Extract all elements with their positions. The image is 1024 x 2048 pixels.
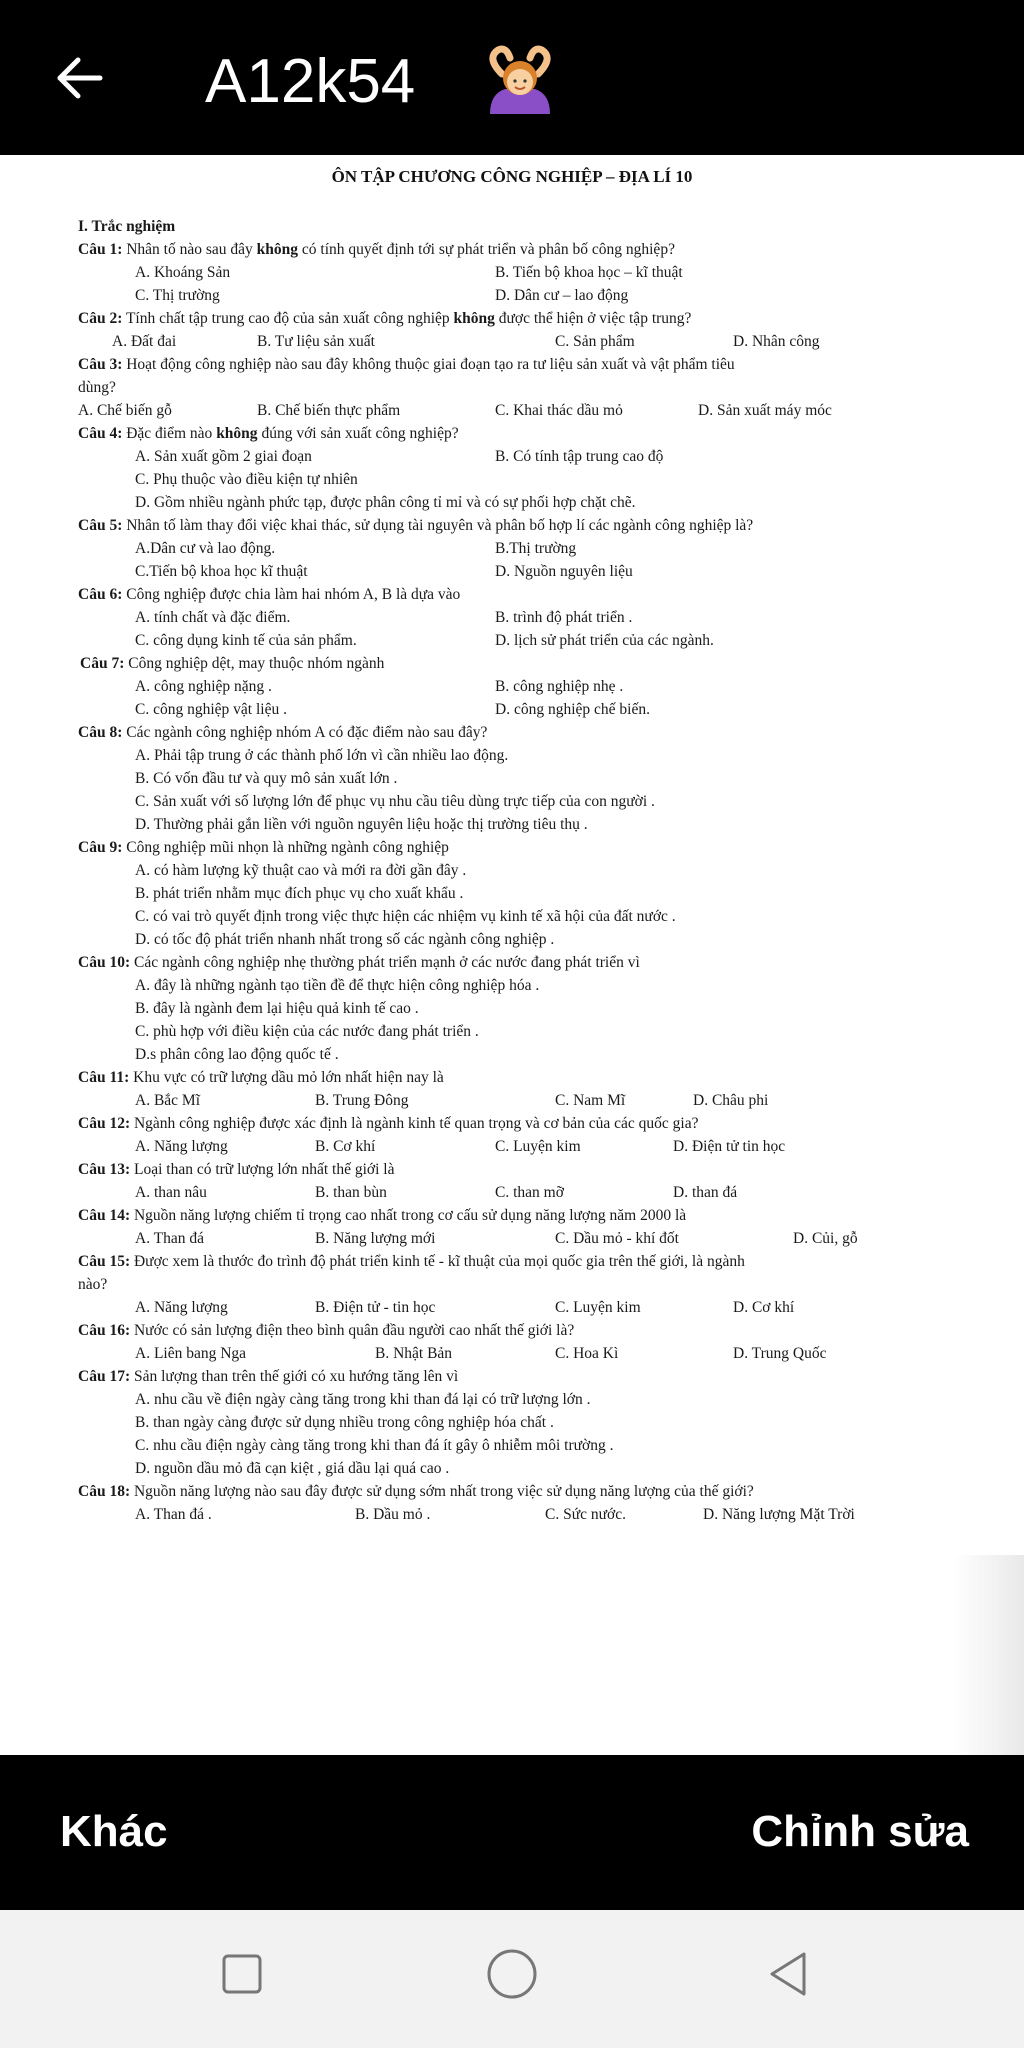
document-line xyxy=(135,792,655,812)
line-text: Được xem là thước đo trình độ phát triển kinh tế - kĩ thuật của mọi quốc gia trên thế giới, là ngành xyxy=(130,1253,745,1270)
document-line xyxy=(135,631,357,651)
document-line xyxy=(495,286,628,306)
document-line xyxy=(555,1298,641,1318)
document-line xyxy=(78,585,460,605)
document-line xyxy=(78,217,175,237)
line-text: C. công dụng kinh tế của sản phẩm. xyxy=(135,632,357,649)
chat-title: A12k54 xyxy=(205,47,416,116)
document-line xyxy=(257,401,400,421)
document-line xyxy=(555,1091,625,1111)
line-text: D. Thường phải gắn liền với nguồn nguyên liệu hoặc thị trường tiêu thụ . xyxy=(135,816,588,833)
document-line xyxy=(135,1344,246,1364)
line-text: D. Trung Quốc xyxy=(733,1345,827,1362)
question-label: Câu 7: xyxy=(80,655,125,672)
document-line xyxy=(693,1091,768,1111)
square-recents-icon[interactable] xyxy=(212,1944,272,2004)
document-line xyxy=(78,1206,686,1226)
line-text: C. có vai trò quyết định trong việc thực hiện các nhiệm vụ kinh tế xã hội của đất nước . xyxy=(135,908,676,925)
line-text: Công nghiệp mũi nhọn là những ngành công nghiệp xyxy=(122,839,449,856)
document-line xyxy=(135,493,635,513)
line-text: A. Than đá xyxy=(135,1230,205,1247)
line-text: Loại than có trữ lượng lớn nhất thế giới là xyxy=(130,1161,395,1178)
document-line xyxy=(495,631,714,651)
document-line xyxy=(78,240,675,260)
line-text: A. Đất đai xyxy=(112,333,177,350)
document-line xyxy=(135,700,287,720)
line-text: B. Trung Đông xyxy=(315,1092,409,1109)
line-text: C. phù hợp với điều kiện của các nước đang phát triển . xyxy=(135,1023,479,1040)
line-text: Tính chất tập trung cao độ của sản xuất công nghiệp xyxy=(122,310,454,327)
question-label: Câu 5: xyxy=(78,517,123,534)
line-text: D.s phân công lao động quốc tế . xyxy=(135,1046,339,1063)
question-label: Câu 6: xyxy=(78,586,123,603)
line-text: A. tính chất và đặc điểm. xyxy=(135,609,291,626)
line-text: B. Có vốn đầu tư và quy mô sản xuất lớn . xyxy=(135,770,398,787)
document-line xyxy=(135,999,419,1019)
line-text: B. Dầu mỏ . xyxy=(355,1506,431,1523)
document-line xyxy=(495,539,576,559)
edit-button[interactable]: Chỉnh sửa xyxy=(751,1807,969,1856)
document-image xyxy=(0,155,1024,1755)
line-text: Nguồn năng lượng nào sau đây được sử dụng sớm nhất trong việc sử dụng năng lượng của thế giới? xyxy=(130,1483,754,1500)
document-line xyxy=(135,1459,449,1479)
document-line xyxy=(555,332,635,352)
line-text: B. Cơ khí xyxy=(315,1138,376,1155)
document-line xyxy=(733,1298,794,1318)
line-text: D. lịch sử phát triển của các ngành. xyxy=(495,632,714,649)
document-line xyxy=(135,470,358,490)
line-text: C. nhu cầu điện ngày càng tăng trong khi than đá ít gây ô nhiễm môi trường . xyxy=(135,1437,614,1454)
document-line xyxy=(135,815,588,835)
question-label: Câu 2: xyxy=(78,310,123,327)
document-line xyxy=(495,677,623,697)
question-label: Câu 16: xyxy=(78,1322,131,1339)
line-text: A. có hàm lượng kỹ thuật cao và mới ra đời gần đây . xyxy=(135,862,467,879)
line-text: được thể hiện ở việc tập trung? xyxy=(494,310,692,327)
document-line xyxy=(78,723,487,743)
line-text: C. Dầu mỏ - khí đốt xyxy=(555,1230,679,1247)
system-navigation-bar xyxy=(0,1910,1024,2048)
question-label: Câu 17: xyxy=(78,1368,131,1385)
line-text: Nhân tố làm thay đổi việc khai thác, sử dụng tài nguyên và phân bố hợp lí các ngành công nghiệp là? xyxy=(122,517,754,534)
document-line xyxy=(135,1390,590,1410)
document-line xyxy=(78,1321,574,1341)
line-text: Sản lượng than trên thế giới có xu hướng tăng lên vì xyxy=(130,1368,459,1385)
document-line xyxy=(495,700,650,720)
line-text: B. Điện tử - tin học xyxy=(315,1299,436,1316)
circle-home-icon[interactable] xyxy=(482,1944,542,2004)
line-text: D. Dân cư – lao động xyxy=(495,287,629,304)
document-line xyxy=(495,447,663,467)
document-line xyxy=(135,1413,554,1433)
document-line xyxy=(315,1298,435,1318)
action-bar xyxy=(0,1755,1024,1910)
line-text: A. Khoáng Sản xyxy=(135,264,231,281)
line-text: B. Nhật Bản xyxy=(375,1345,453,1362)
document-line xyxy=(135,1505,212,1525)
document-line xyxy=(673,1137,785,1157)
document-line xyxy=(78,378,116,398)
document-line xyxy=(793,1229,858,1249)
document-line xyxy=(555,1229,679,1249)
question-label: không xyxy=(453,310,495,327)
question-label: Câu 14: xyxy=(78,1207,131,1224)
document-line xyxy=(545,1505,626,1525)
document-line xyxy=(78,401,172,421)
document-line xyxy=(135,861,466,881)
document-line xyxy=(135,539,275,559)
line-text: A. than nâu xyxy=(135,1184,207,1201)
line-text: D. có tốc độ phát triển nhanh nhất trong số các ngành công nghiệp . xyxy=(135,931,555,948)
line-text: D. Năng lượng Mặt Trời xyxy=(703,1506,855,1523)
line-text: B. Tư liệu sản xuất xyxy=(257,333,375,350)
other-button[interactable]: Khác xyxy=(60,1807,168,1856)
line-text: C. Khai thác dầu mỏ xyxy=(495,402,623,419)
document-line xyxy=(355,1505,430,1525)
document-line xyxy=(315,1137,375,1157)
line-text: B. đây là ngành đem lại hiệu quả kinh tế cao . xyxy=(135,1000,419,1017)
line-text: D. Sản xuất máy móc xyxy=(698,402,832,419)
line-text: B.Thị trường xyxy=(495,540,577,557)
question-label: Câu 13: xyxy=(78,1161,131,1178)
line-text: đúng với sản xuất công nghiệp? xyxy=(257,425,459,442)
arrow-left-icon[interactable] xyxy=(50,48,110,108)
line-text: B. trình độ phát triển . xyxy=(495,609,633,626)
line-text: C. Nam Mĩ xyxy=(555,1092,626,1109)
document-line xyxy=(78,1482,754,1502)
line-text: Đặc điểm nào xyxy=(122,425,217,442)
document-line xyxy=(135,930,554,950)
line-text: Nước có sản lượng điện theo bình quân đầu người cao nhất thế giới là? xyxy=(130,1322,575,1339)
document-line xyxy=(135,447,312,467)
line-text: A. đây là những ngành tạo tiền đề để thực hiện công nghiệp hóa . xyxy=(135,977,540,994)
line-text: C. than mỡ xyxy=(495,1184,564,1201)
question-label: không xyxy=(256,241,299,258)
question-label: Câu 1: xyxy=(78,241,123,258)
line-text: C. Thị trường xyxy=(135,287,220,304)
line-text: D. than đá xyxy=(673,1184,738,1201)
document-line xyxy=(78,1367,458,1387)
document-line xyxy=(733,332,820,352)
document-line xyxy=(495,1137,581,1157)
line-text: A. Năng lượng xyxy=(135,1299,228,1316)
document-line xyxy=(78,516,753,536)
question-label: Câu 18: xyxy=(78,1483,131,1500)
question-label: Câu 11: xyxy=(78,1069,130,1086)
question-label: Câu 8: xyxy=(78,724,123,741)
line-text: B. phát triển nhằm mục đích phục vụ cho xuất khẩu . xyxy=(135,885,464,902)
line-text: C. Sản xuất với số lượng lớn để phục vụ nhu cầu tiêu dùng trực tiếp của con người . xyxy=(135,793,655,810)
document-line xyxy=(673,1183,737,1203)
document-line xyxy=(78,424,459,444)
line-text: A. Chế biến gỗ xyxy=(78,402,172,419)
line-text: C. Phụ thuộc vào điều kiện tự nhiên xyxy=(135,471,358,488)
line-text: A. Sản xuất gồm 2 giai đoạn xyxy=(135,448,312,465)
line-text: B. công nghiệp nhẹ . xyxy=(495,678,624,695)
document-line xyxy=(495,1183,564,1203)
line-text: A. Liên bang Nga xyxy=(135,1345,247,1362)
document-line xyxy=(78,1068,444,1088)
document-line xyxy=(78,1275,107,1295)
line-text: D. Gồm nhiều ngành phức tạp, được phân công tỉ mỉ và có sự phối hợp chặt chẽ. xyxy=(135,494,636,511)
line-text: C. công nghiệp vật liệu . xyxy=(135,701,287,718)
document-line xyxy=(135,976,539,996)
line-text: C. Luyện kim xyxy=(495,1138,581,1155)
line-text: D. Điện tử tin học xyxy=(673,1138,786,1155)
document-line xyxy=(135,1137,228,1157)
line-text: B. than ngày càng được sử dụng nhiều trong công nghiệp hóa chất . xyxy=(135,1414,554,1431)
line-text: D. Châu phi xyxy=(693,1092,769,1109)
document-line xyxy=(135,1022,479,1042)
question-label: Câu 3: xyxy=(78,356,123,373)
document-line xyxy=(135,263,230,283)
document-line xyxy=(315,1229,435,1249)
document-line xyxy=(495,263,683,283)
question-label: Câu 12: xyxy=(78,1115,131,1132)
document-line xyxy=(78,1114,699,1134)
document-line xyxy=(135,884,463,904)
line-text: B. than bùn xyxy=(315,1184,387,1201)
document-line xyxy=(135,286,220,306)
line-text: A. nhu cầu về điện ngày càng tăng trong khi than đá lại có trữ lượng lớn . xyxy=(135,1391,591,1408)
document-line xyxy=(315,1091,408,1111)
page-curl-shadow xyxy=(954,1555,1024,1755)
line-text: Các ngành công nghiệp nhẹ thường phát triển mạnh ở các nước đang phát triển vì xyxy=(130,954,640,971)
line-text: Công nghiệp dệt, may thuộc nhóm ngành xyxy=(124,655,385,672)
line-text: dùng? xyxy=(78,379,116,396)
line-text: C. Sản phẩm xyxy=(555,333,635,350)
question-label: Câu 10: xyxy=(78,954,131,971)
line-text: B. Tiến bộ khoa học – kĩ thuật xyxy=(495,264,683,281)
document-line xyxy=(78,309,691,329)
line-text: D. nguồn dầu mỏ đã cạn kiệt , giá dầu lại quá cao . xyxy=(135,1460,450,1477)
line-text: C. Luyện kim xyxy=(555,1299,641,1316)
document-line xyxy=(135,1183,207,1203)
line-text: D. Nguồn nguyên liệu xyxy=(495,563,633,580)
line-text: Hoạt động công nghiệp nào sau đây không thuộc giai đoạn tạo ra tư liệu sản xuất và vật phẩm tiêu xyxy=(122,356,735,373)
document-line xyxy=(78,838,449,858)
document-line xyxy=(135,677,272,697)
line-text: Nguồn năng lượng chiếm tỉ trọng cao nhất trong cơ cấu sử dụng năng lượng năm 2000 là xyxy=(130,1207,687,1224)
document-line xyxy=(80,654,384,674)
line-text: Nhân tố nào sau đây xyxy=(122,241,257,258)
line-text: B. Chế biến thực phẩm xyxy=(257,402,401,419)
document-line xyxy=(135,1436,614,1456)
line-text: C. Hoa Kì xyxy=(555,1345,619,1362)
document-line xyxy=(78,1252,745,1272)
question-label: Câu 4: xyxy=(78,425,123,442)
line-text: C. Sức nước. xyxy=(545,1506,626,1523)
document-line xyxy=(733,1344,826,1364)
document-line xyxy=(135,746,508,766)
triangle-back-icon[interactable] xyxy=(758,1944,818,2004)
document-line xyxy=(135,608,290,628)
document-line xyxy=(555,1344,618,1364)
document-line xyxy=(135,562,308,582)
document-line xyxy=(135,1298,228,1318)
document-line xyxy=(78,1160,394,1180)
document-line xyxy=(495,401,623,421)
line-text: Các ngành công nghiệp nhóm A có đặc điểm nào sau đây? xyxy=(122,724,488,741)
line-text: nào? xyxy=(78,1276,108,1293)
document-line xyxy=(135,769,397,789)
document-line xyxy=(135,1091,200,1111)
line-text: D. Cơ khí xyxy=(733,1299,795,1316)
question-label: Câu 15: xyxy=(78,1253,131,1270)
line-text: A. Năng lượng xyxy=(135,1138,228,1155)
document-line xyxy=(698,401,832,421)
document-line xyxy=(257,332,375,352)
document-line xyxy=(135,1045,339,1065)
document-line xyxy=(495,608,632,628)
top-app-bar xyxy=(0,0,1024,155)
document-line xyxy=(135,907,676,927)
document-line xyxy=(135,1229,204,1249)
line-text: A.Dân cư và lao động. xyxy=(135,540,276,557)
line-text: B. Năng lượng mới xyxy=(315,1230,436,1247)
document-line xyxy=(78,355,735,375)
person-gesturing-ok-emoji-icon xyxy=(480,44,560,124)
line-text: Ngành công nghiệp được xác định là ngành kinh tế quan trọng và cơ bản của các quốc gia? xyxy=(130,1115,699,1132)
document-title: ÔN TẬP CHƯƠNG CÔNG NGHIỆP – ĐỊA LÍ 10 xyxy=(331,167,693,186)
line-text: D. Nhân công xyxy=(733,333,820,350)
line-text: A. Than đá . xyxy=(135,1506,212,1523)
question-label: không xyxy=(216,425,258,442)
line-text: có tính quyết định tới sự phát triển và phân bố công nghiệp? xyxy=(298,241,675,258)
line-text: Khu vực có trữ lượng dầu mỏ lớn nhất hiện nay là xyxy=(129,1069,444,1086)
line-text: A. Phải tập trung ở các thành phố lớn vì cần nhiều lao động. xyxy=(135,747,509,764)
question-label: I. Trắc nghiệm xyxy=(78,218,176,235)
document-line xyxy=(78,953,640,973)
document-line xyxy=(703,1505,855,1525)
document-line xyxy=(495,562,633,582)
line-text: B. Có tính tập trung cao độ xyxy=(495,448,664,465)
line-text: D. Củi, gỗ xyxy=(793,1230,858,1247)
question-label: Câu 9: xyxy=(78,839,123,856)
line-text: D. công nghiệp chế biến. xyxy=(495,701,650,718)
line-text: A. Bắc Mĩ xyxy=(135,1092,201,1109)
line-text: A. công nghiệp nặng . xyxy=(135,678,272,695)
document-line xyxy=(315,1183,387,1203)
line-text: Công nghiệp được chia làm hai nhóm A, B là dựa vào xyxy=(122,586,461,603)
line-text: C.Tiến bộ khoa học kĩ thuật xyxy=(135,563,308,580)
document-line xyxy=(375,1344,452,1364)
document-line xyxy=(112,332,176,352)
